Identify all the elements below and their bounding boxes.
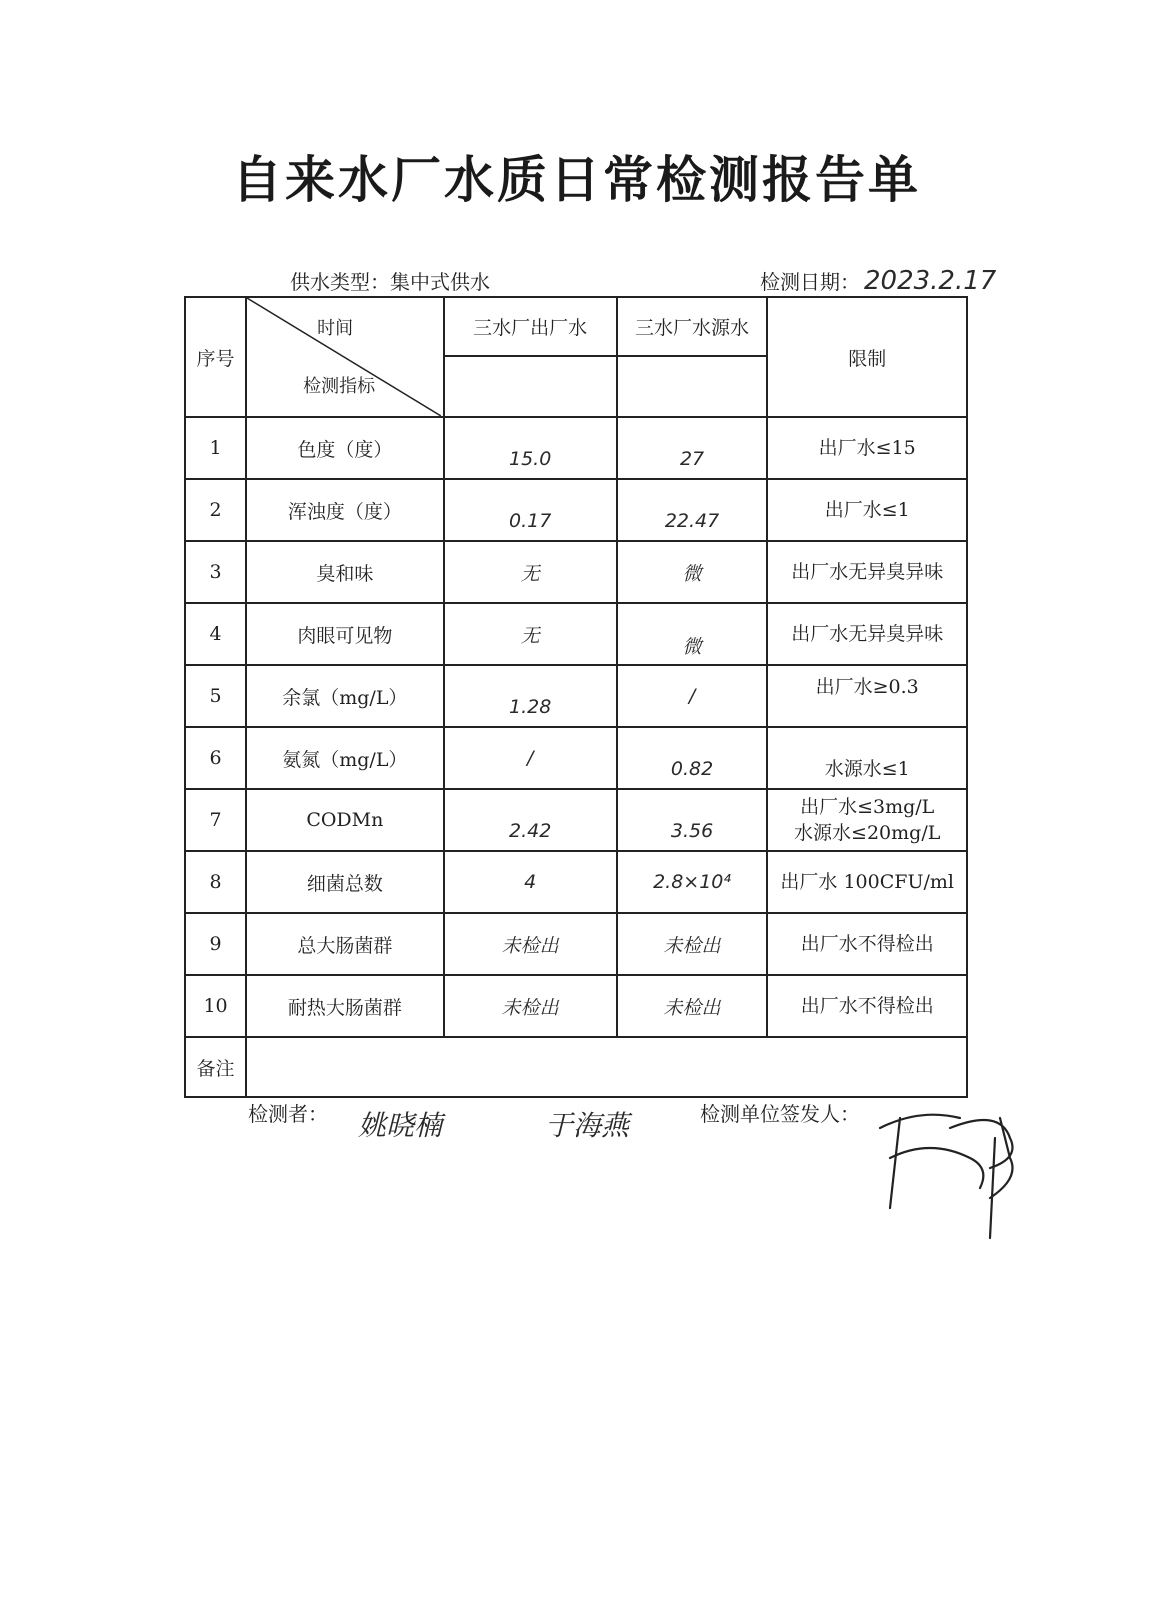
diag-bottom-label: 检测指标 (303, 376, 376, 397)
supply-type-value: 集中式供水 (390, 270, 490, 294)
row-limit: 出厂水≥0.3 (767, 665, 967, 727)
row-limit (767, 789, 967, 851)
table-row (185, 665, 967, 727)
row-source-value: 微 (617, 603, 768, 665)
row-outlet-value: / (444, 727, 617, 789)
test-date (760, 266, 996, 296)
table-row (185, 851, 967, 913)
row-source-value: / (617, 665, 768, 727)
row-limit-line2: 水源水≤20mg/L (794, 822, 941, 844)
table-row (185, 913, 967, 975)
remark-content (246, 1037, 967, 1097)
row-limit: 出厂水不得检出 (767, 975, 967, 1037)
row-source-value: 27 (617, 417, 768, 479)
row-number: 7 (185, 789, 246, 851)
row-outlet-value: 无 (444, 603, 617, 665)
row-item: 肉眼可见物 (246, 603, 444, 665)
diag-top-label: 时间 (317, 318, 354, 339)
tester-signature-1: 姚晓楠 (358, 1109, 443, 1142)
table-row (185, 789, 967, 851)
row-limit: 出厂水不得检出 (767, 913, 967, 975)
tester-label: 检测者： (248, 1102, 328, 1126)
issuer-label: 检测单位签发人： (700, 1102, 860, 1126)
row-source-value: 未检出 (617, 913, 768, 975)
row-limit-line1: 出厂水≤3mg/L (800, 796, 935, 818)
diagonal-header-cell (246, 297, 444, 417)
row-item: 色度（度） (246, 417, 444, 479)
col-index-header: 序号 (185, 297, 246, 417)
remark-row (185, 1037, 967, 1097)
table-row (185, 727, 967, 789)
row-source-value: 0.82 (617, 727, 768, 789)
row-item: CODMn (246, 789, 444, 851)
header-blank-source (617, 356, 768, 417)
row-number: 3 (185, 541, 246, 603)
row-item: 氨氮（mg/L） (246, 727, 444, 789)
header-blank-outlet (444, 356, 617, 417)
row-outlet-value: 15.0 (444, 417, 617, 479)
header-row-1 (185, 297, 967, 356)
row-limit: 出厂水≤1 (767, 479, 967, 541)
row-source-value: 微 (617, 541, 768, 603)
tester-signature-2: 于海燕 (545, 1109, 630, 1142)
row-outlet-value: 无 (444, 541, 617, 603)
table-row (185, 975, 967, 1037)
report-table (184, 296, 968, 1098)
table-row (185, 417, 967, 479)
row-outlet-value: 1.28 (444, 665, 617, 727)
table-row (185, 603, 967, 665)
supply-type-label: 供水类型： (290, 270, 390, 294)
row-source-value: 22.47 (617, 479, 768, 541)
row-number: 9 (185, 913, 246, 975)
row-number: 10 (185, 975, 246, 1037)
row-limit: 出厂水 100CFU/ml (767, 851, 967, 913)
row-number: 5 (185, 665, 246, 727)
row-item: 总大肠菌群 (246, 913, 444, 975)
row-item: 细菌总数 (246, 851, 444, 913)
row-number: 1 (185, 417, 246, 479)
row-item: 耐热大肠菌群 (246, 975, 444, 1037)
row-outlet-value: 4 (444, 851, 617, 913)
test-date-value: 2023.2.17 (864, 266, 997, 296)
remark-label: 备注 (185, 1037, 246, 1097)
row-item: 臭和味 (246, 541, 444, 603)
report-title: 自来水厂水质日常检测报告单 (232, 151, 921, 209)
row-source-value: 未检出 (617, 975, 768, 1037)
test-date-label: 检测日期： (760, 270, 860, 294)
row-source-value: 2.8×10⁴ (617, 851, 768, 913)
row-limit: 水源水≤1 (767, 727, 967, 789)
row-number: 2 (185, 479, 246, 541)
row-outlet-value: 2.42 (444, 789, 617, 851)
row-number: 4 (185, 603, 246, 665)
supply-type (290, 266, 490, 295)
row-number: 8 (185, 851, 246, 913)
row-outlet-value: 未检出 (444, 913, 617, 975)
row-outlet-value: 未检出 (444, 975, 617, 1037)
row-limit: 出厂水无异臭异味 (767, 603, 967, 665)
col-outlet-header: 三水厂出厂水 (444, 297, 617, 356)
col-limit-header: 限制 (767, 297, 967, 417)
col-source-header: 三水厂水源水 (617, 297, 768, 356)
row-item: 浑浊度（度） (246, 479, 444, 541)
row-item: 余氯（mg/L） (246, 665, 444, 727)
table-row (185, 479, 967, 541)
issuer-signature (860, 1098, 1030, 1248)
row-limit: 出厂水≤15 (767, 417, 967, 479)
row-source-value: 3.56 (617, 789, 768, 851)
table-row (185, 541, 967, 603)
row-number: 6 (185, 727, 246, 789)
row-limit: 出厂水无异臭异味 (767, 541, 967, 603)
row-outlet-value: 0.17 (444, 479, 617, 541)
